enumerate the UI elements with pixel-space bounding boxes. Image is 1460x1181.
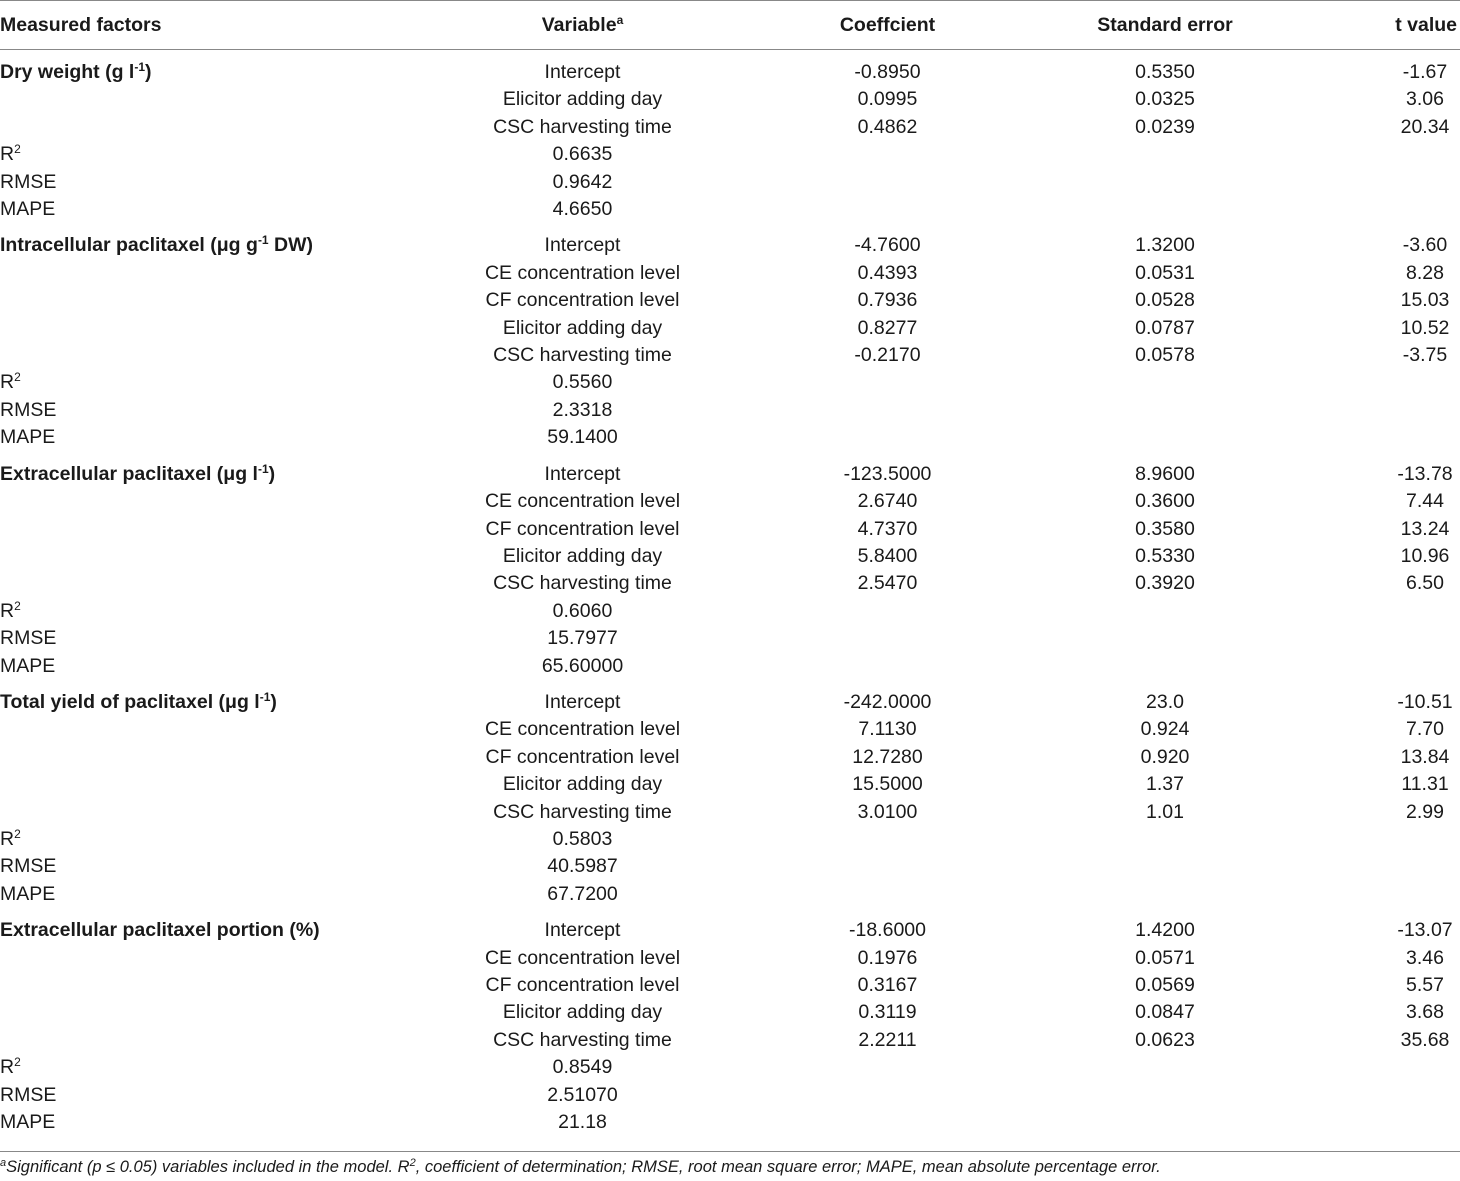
t-value-cell: 10.96 xyxy=(1400,544,1450,567)
stat-value: 65.60000 xyxy=(541,654,624,677)
coefficient-cell: -242.0000 xyxy=(843,690,932,713)
standard-error-cell: 1.37 xyxy=(1146,773,1184,796)
variable-cell: Elicitor adding day xyxy=(502,1001,663,1024)
stat-label: MAPE xyxy=(0,654,56,677)
coefficient-cell: -0.8950 xyxy=(854,61,921,83)
variable-cell: CSC harvesting time xyxy=(493,800,672,823)
stat-value: 0.8549 xyxy=(552,1056,613,1079)
standard-error-cell: 0.3600 xyxy=(1135,490,1195,513)
stat-label: $R^2$ xyxy=(0,142,21,166)
variable-cell: Elicitor adding day xyxy=(502,773,663,796)
t-value-cell: -1.67 xyxy=(1402,61,1448,83)
t-value-cell: 13.24 xyxy=(1400,517,1450,540)
stat-label: $R^2$ xyxy=(0,370,21,394)
variable-cell: Intercept xyxy=(544,919,621,942)
variable-cell: CE concentration level xyxy=(484,490,681,513)
variable-cell: CF concentration level xyxy=(485,289,680,312)
t-value-cell: 5.57 xyxy=(1406,974,1444,996)
stat-value: 0.5560 xyxy=(552,371,613,394)
standard-error-cell: 0.3920 xyxy=(1135,572,1195,595)
standard-error-cell: 0.0569 xyxy=(1135,974,1195,996)
table-footnote: $^a$Significant (p ≤ 0.05) variables included in the model. $R^2$, coefficient of determination; RMSE, root mean square error; MAPE, mean absolute percentage error. xyxy=(0,1151,1460,1177)
variable-cell: CSC harvesting time xyxy=(493,344,672,367)
variable-cell: Elicitor adding day xyxy=(502,544,663,567)
coefficient-cell: 15.5000 xyxy=(852,773,923,796)
coefficient-cell: 0.3119 xyxy=(858,1001,917,1024)
stat-label: MAPE xyxy=(0,882,56,905)
coefficient-cell: 12.7280 xyxy=(852,745,923,768)
table-row xyxy=(0,680,1460,716)
t-value-cell: 7.70 xyxy=(1406,718,1444,741)
stat-value: 67.7200 xyxy=(547,882,618,905)
t-value-cell: -10.51 xyxy=(1397,690,1453,713)
coefficient-cell: 3.0100 xyxy=(857,800,918,823)
t-value-cell: 2.99 xyxy=(1406,800,1444,823)
stat-value: 40.5987 xyxy=(547,855,618,878)
stat-label: MAPE xyxy=(0,426,56,449)
coefficient-cell: -18.6000 xyxy=(849,919,926,942)
standard-error-cell: 0.5330 xyxy=(1135,544,1195,567)
t-value-cell: 20.34 xyxy=(1400,115,1450,138)
header-row xyxy=(0,1,1460,50)
coefficient-cell: 0.3167 xyxy=(857,974,918,996)
stat-value: 0.9642 xyxy=(552,170,613,193)
stat-label: MAPE xyxy=(0,1111,56,1134)
standard-error-cell: 0.0571 xyxy=(1135,946,1195,969)
coefficient-cell: 0.8277 xyxy=(857,316,918,339)
t-value-cell: 6.50 xyxy=(1406,572,1444,595)
standard-error-cell: 0.0623 xyxy=(1135,1028,1195,1051)
model-stat-row xyxy=(0,625,1460,652)
header-variable-note: a xyxy=(616,12,624,27)
stat-value: 4.6650 xyxy=(552,198,613,221)
stat-label: RMSE xyxy=(0,1083,57,1106)
standard-error-cell: 0.0528 xyxy=(1135,289,1195,312)
coefficient-cell: 0.1976 xyxy=(857,946,918,969)
variable-cell: CF concentration level xyxy=(485,517,680,540)
variable-cell: CSC harvesting time xyxy=(493,572,672,595)
t-value-cell: 3.68 xyxy=(1406,1001,1444,1024)
stat-label: $R^2$ xyxy=(0,1055,21,1079)
stat-label: RMSE xyxy=(0,855,57,878)
variable-cell: CF concentration level xyxy=(485,745,680,768)
stat-value: 0.6060 xyxy=(552,599,613,622)
variable-cell: CE concentration level xyxy=(484,946,681,969)
standard-error-cell: 0.0787 xyxy=(1135,316,1195,339)
header-t-value: t value xyxy=(1320,1,1460,50)
t-value-cell: -3.75 xyxy=(1402,344,1448,367)
standard-error-cell: 0.924 xyxy=(1140,718,1190,741)
stat-label: $R^2$ xyxy=(0,826,21,850)
model-stat-row xyxy=(0,397,1460,424)
model-stat-row xyxy=(0,369,1460,396)
footnote-mark: a xyxy=(0,1157,7,1169)
t-value-cell: 15.03 xyxy=(1400,289,1450,312)
standard-error-cell: 23.0 xyxy=(1146,690,1184,713)
measured-factor: Dry weight (g $l^{-1}$) xyxy=(0,60,152,83)
variable-cell: Intercept xyxy=(544,690,621,713)
coefficient-cell: 2.5470 xyxy=(857,572,918,595)
stat-value: 0.5803 xyxy=(552,827,613,850)
standard-error-cell: 0.5350 xyxy=(1135,61,1195,83)
table-row xyxy=(0,908,1460,944)
variable-cell: CSC harvesting time xyxy=(493,115,672,138)
coefficient-cell: -123.5000 xyxy=(843,462,932,485)
model-stat-row xyxy=(0,1109,1460,1136)
stat-label: RMSE xyxy=(0,627,57,650)
model-stat-row xyxy=(0,653,1460,680)
coefficient-cell: -0.2170 xyxy=(854,344,921,367)
measured-factor: Total yield of paclitaxel (μg $l^{-1}$) xyxy=(0,689,277,713)
header-standard-error: Standard error xyxy=(1010,1,1320,50)
standard-error-cell: 1.3200 xyxy=(1135,234,1195,257)
coefficient-cell: 2.2211 xyxy=(858,1028,917,1051)
coefficient-cell: 2.6740 xyxy=(857,490,918,513)
header-variable: Variable$^a$ xyxy=(400,1,765,50)
variable-cell: Elicitor adding day xyxy=(502,316,663,339)
measured-factor: Intracellular paclitaxel (μg $g^{-1}$ DW) xyxy=(0,233,314,257)
measured-factor: Extracellular paclitaxel (μg $l^{-1}$) xyxy=(0,461,276,485)
coefficient-cell: 0.4393 xyxy=(857,261,918,284)
t-value-cell: 3.46 xyxy=(1406,946,1444,969)
stat-value: 15.7977 xyxy=(547,627,618,650)
table-row xyxy=(0,50,1460,87)
model-stat-row xyxy=(0,826,1460,853)
t-value-cell: -3.60 xyxy=(1402,234,1448,257)
stat-value: 0.6635 xyxy=(552,143,613,166)
variable-cell: Elicitor adding day xyxy=(502,88,663,111)
t-value-cell: 10.52 xyxy=(1400,316,1450,339)
measured-factor: Extracellular paclitaxel portion (%) xyxy=(0,919,320,942)
stat-label: RMSE xyxy=(0,398,57,421)
table-row xyxy=(0,223,1460,259)
standard-error-cell: 0.0847 xyxy=(1135,1001,1195,1024)
t-value-cell: 11.31 xyxy=(1401,773,1449,796)
stat-label: RMSE xyxy=(0,170,57,193)
model-stat-row xyxy=(0,881,1460,908)
stat-label: MAPE xyxy=(0,198,56,221)
model-stat-row xyxy=(0,424,1460,451)
t-value-cell: 8.28 xyxy=(1406,261,1444,284)
standard-error-cell: 1.01 xyxy=(1146,800,1184,823)
t-value-cell: -13.78 xyxy=(1397,462,1453,485)
variable-cell: Intercept xyxy=(544,61,621,83)
standard-error-cell: 8.9600 xyxy=(1135,462,1195,485)
coefficient-cell: 0.7936 xyxy=(857,289,918,312)
t-value-cell: 3.06 xyxy=(1406,88,1444,111)
standard-error-cell: 0.0531 xyxy=(1135,261,1195,284)
variable-cell: CSC harvesting time xyxy=(493,1028,672,1051)
model-stat-row xyxy=(0,196,1460,223)
variable-cell: Intercept xyxy=(544,462,621,485)
standard-error-cell: 0.0239 xyxy=(1135,115,1195,138)
t-value-cell: 13.84 xyxy=(1400,745,1450,768)
standard-error-cell: 0.0578 xyxy=(1135,344,1195,367)
standard-error-cell: 1.4200 xyxy=(1135,919,1195,942)
table-row xyxy=(0,452,1460,488)
standard-error-cell: 0.3580 xyxy=(1135,517,1195,540)
coefficient-cell: 0.4862 xyxy=(857,115,918,138)
variable-cell: Intercept xyxy=(544,234,621,257)
t-value-cell: -13.07 xyxy=(1397,919,1453,942)
stat-value: 59.1400 xyxy=(547,426,618,449)
coefficient-cell: 4.7370 xyxy=(857,517,918,540)
standard-error-cell: 0.0325 xyxy=(1135,88,1195,111)
coefficient-cell: -4.7600 xyxy=(854,234,921,257)
stat-value: 2.51070 xyxy=(547,1083,618,1106)
t-value-cell: 35.68 xyxy=(1400,1028,1450,1051)
stat-value: 2.3318 xyxy=(552,398,613,421)
t-value-cell: 7.44 xyxy=(1406,490,1444,513)
coefficient-cell: 5.8400 xyxy=(857,544,918,567)
standard-error-cell: 0.920 xyxy=(1140,745,1190,768)
model-stat-row xyxy=(0,598,1460,625)
model-stat-row xyxy=(0,853,1460,880)
header-coefficient: Coeffcient xyxy=(765,1,1010,50)
header-measured-factors: Measured factors xyxy=(0,1,400,50)
stat-value: 21.18 xyxy=(558,1111,607,1134)
model-stat-row xyxy=(0,1054,1460,1081)
coefficient-cell: 0.0995 xyxy=(857,88,918,111)
stat-label: $R^2$ xyxy=(0,598,21,622)
coefficient-cell: 7.1130 xyxy=(858,718,917,741)
variable-cell: CE concentration level xyxy=(484,261,681,284)
model-stat-row xyxy=(0,169,1460,196)
variable-cell: CE concentration level xyxy=(484,718,681,741)
model-stat-row xyxy=(0,141,1460,168)
model-stat-row xyxy=(0,1082,1460,1109)
variable-cell: CF concentration level xyxy=(485,974,680,996)
